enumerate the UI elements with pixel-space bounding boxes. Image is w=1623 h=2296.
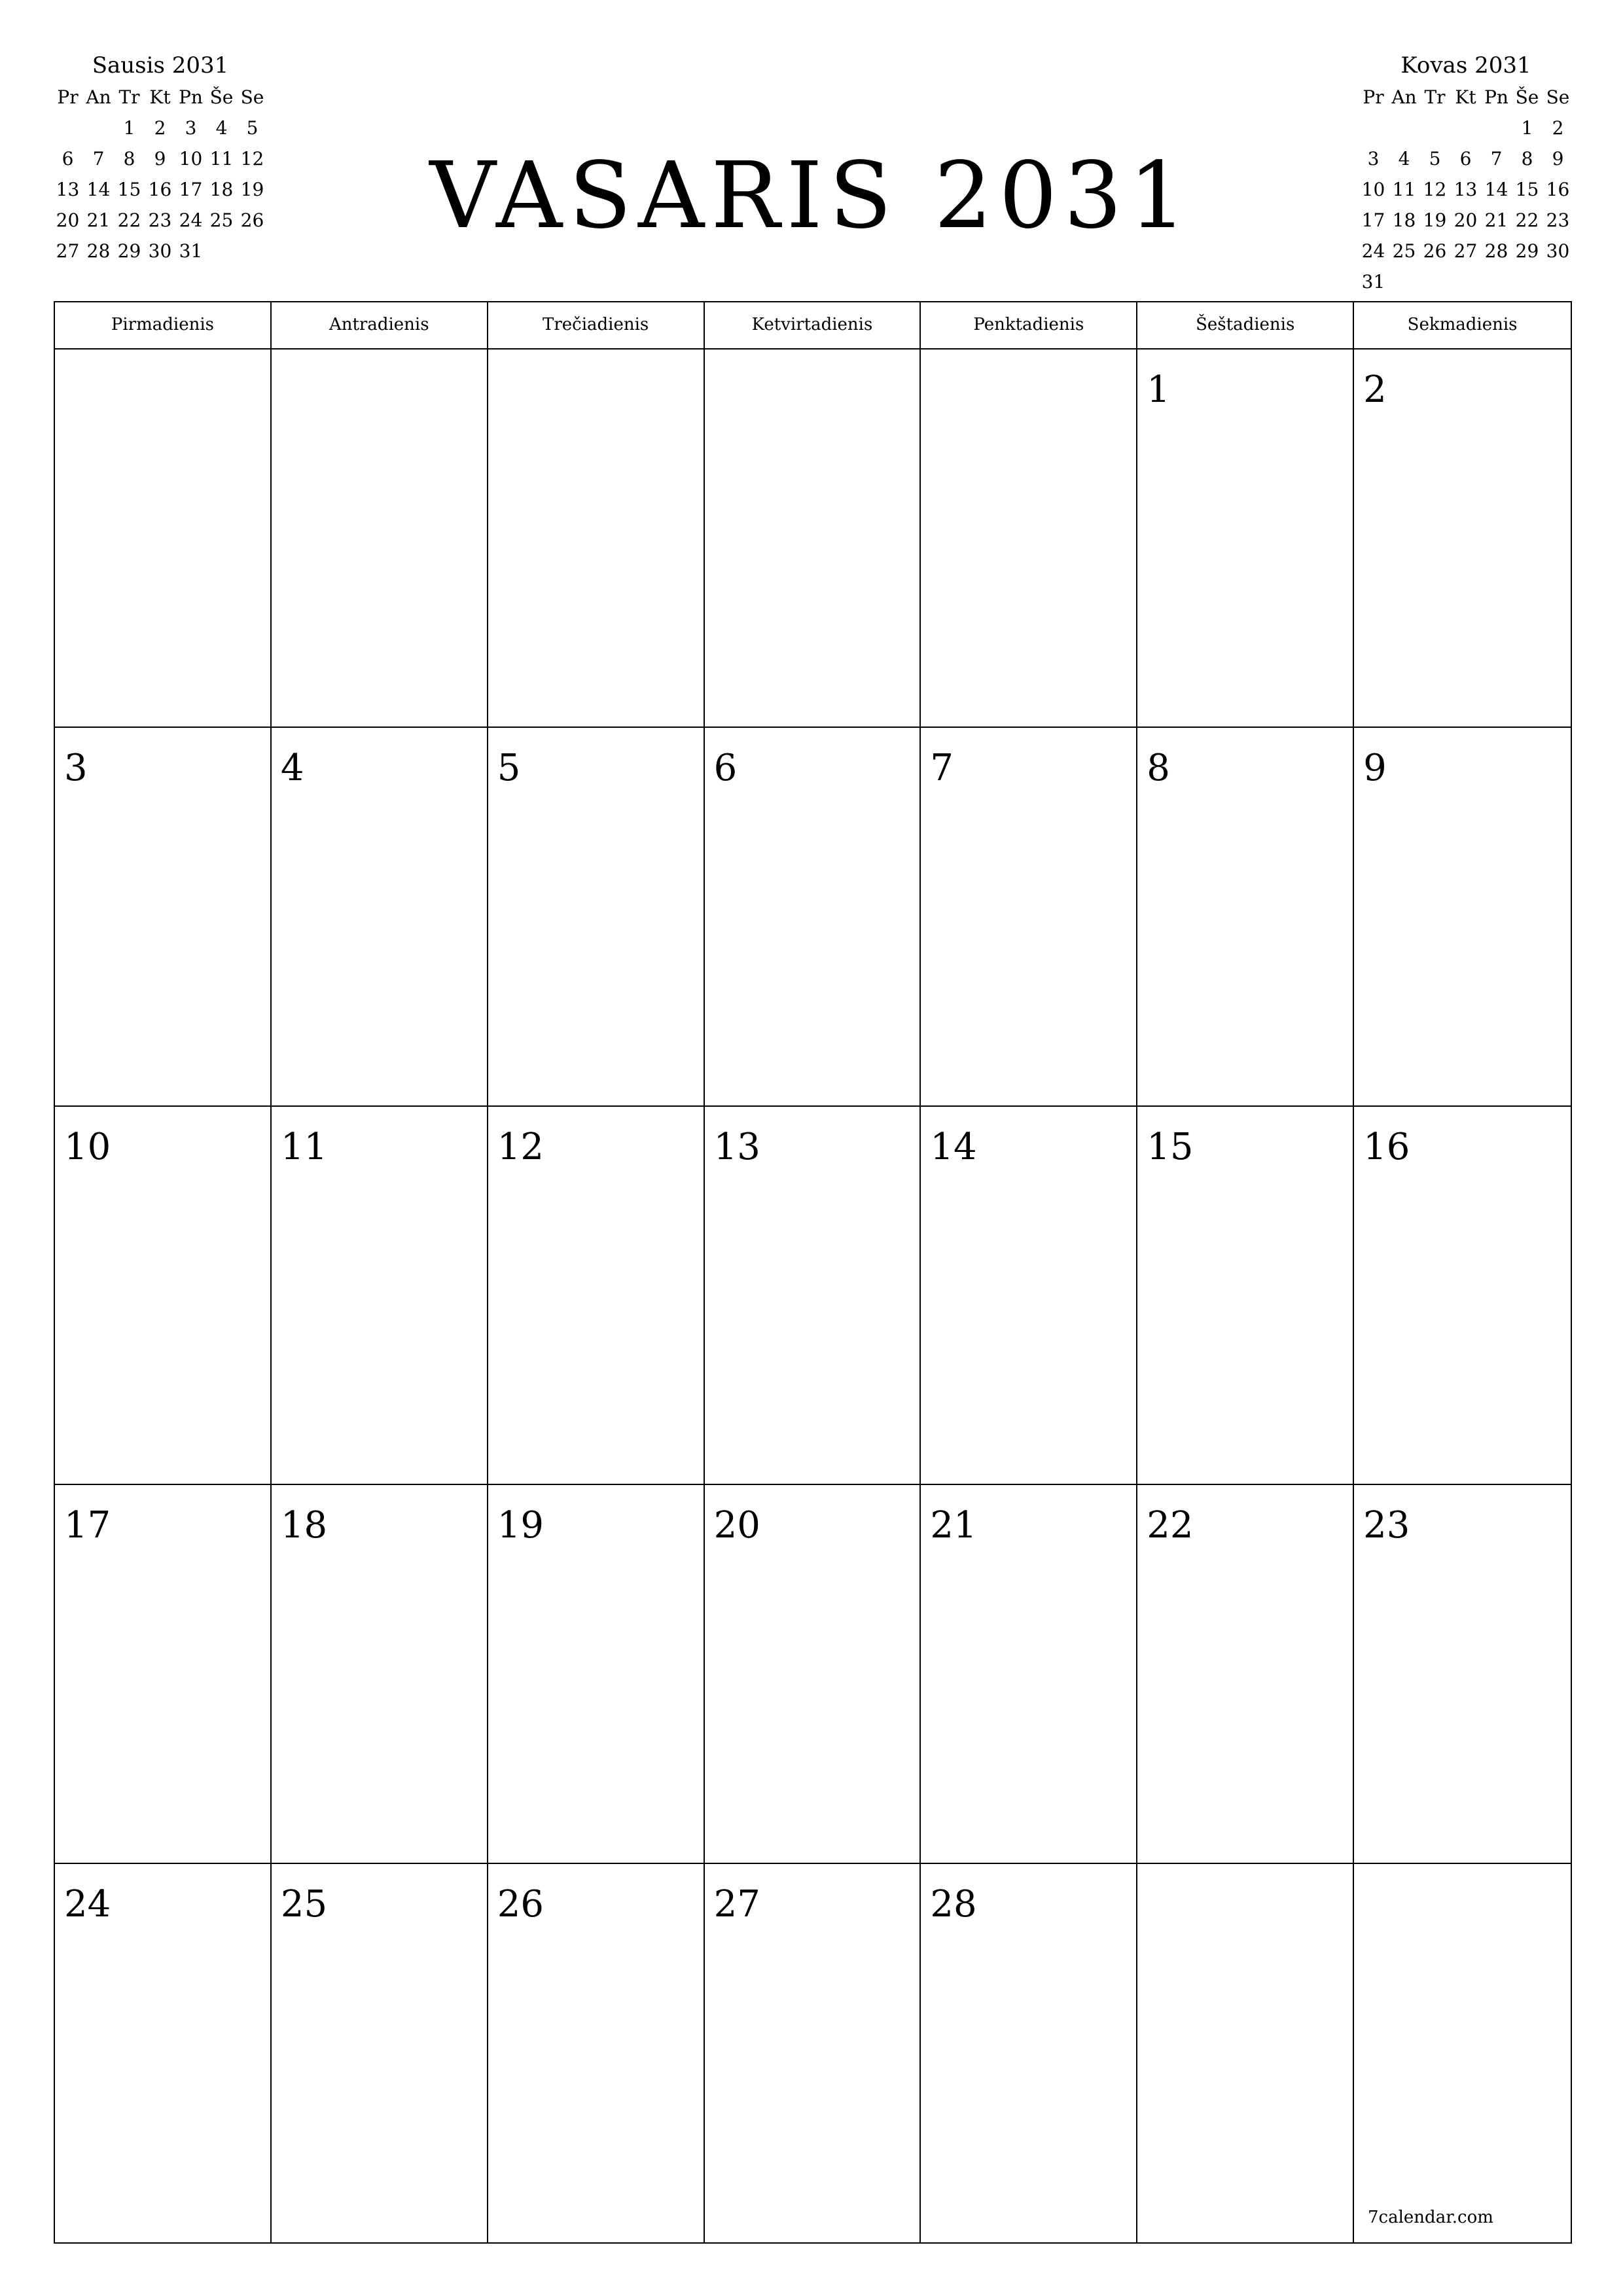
mini-day <box>1543 266 1573 297</box>
day-number: 1 <box>1147 368 1170 411</box>
day-number: 21 <box>930 1504 977 1547</box>
day-number: 2 <box>1363 368 1387 411</box>
mini-day: 30 <box>1546 240 1570 262</box>
day-cell <box>705 728 921 1106</box>
mini-day <box>1481 113 1512 143</box>
weekday-header: Antradienis <box>272 302 488 348</box>
day-cell <box>705 1485 921 1863</box>
mini-day: 29 <box>1515 240 1539 262</box>
mini-day: 19 <box>1423 209 1447 231</box>
mini-day: 22 <box>1515 209 1539 231</box>
day-cell <box>272 1864 488 2242</box>
weekday-header: Šeštadienis <box>1137 302 1354 348</box>
mini-day: 1 <box>123 117 135 139</box>
day-cell <box>1354 1485 1571 1863</box>
day-number: 25 <box>280 1882 328 1926</box>
day-number: 22 <box>1147 1504 1194 1547</box>
mini-day <box>1512 266 1543 297</box>
day-number: 28 <box>930 1882 977 1926</box>
mini-day: 1 <box>1521 117 1533 139</box>
mini-day: 13 <box>56 179 80 200</box>
mini-day <box>52 113 83 143</box>
mini-day: 31 <box>179 240 203 262</box>
mini-weekday: Pr <box>57 86 79 108</box>
day-cell <box>921 1485 1137 1863</box>
footer-credit: 7calendar.com <box>1368 2208 1493 2227</box>
day-number: 13 <box>713 1125 760 1168</box>
mini-day: 18 <box>1392 209 1416 231</box>
mini-weekday: An <box>86 86 111 108</box>
day-number: 24 <box>64 1882 111 1926</box>
day-number: 8 <box>1147 747 1170 790</box>
day-cell <box>272 1485 488 1863</box>
mini-weekday: Se <box>1546 86 1570 108</box>
day-cell <box>55 350 272 728</box>
day-number: 20 <box>713 1504 760 1547</box>
day-number: 10 <box>64 1125 111 1168</box>
day-cell <box>921 1107 1137 1485</box>
day-cell <box>1137 1485 1354 1863</box>
mini-day: 28 <box>86 240 111 262</box>
mini-day: 29 <box>117 240 141 262</box>
mini-day <box>1419 113 1450 143</box>
weekday-header: Sekmadienis <box>1407 315 1518 334</box>
day-number: 19 <box>497 1504 544 1547</box>
mini-day: 9 <box>1552 148 1564 170</box>
mini-day: 5 <box>1429 148 1441 170</box>
mini-day: 19 <box>240 179 264 200</box>
mini-day: 3 <box>185 117 197 139</box>
day-number: 12 <box>497 1125 544 1168</box>
mini-day: 24 <box>1361 240 1385 262</box>
day-cell <box>1354 1107 1571 1485</box>
mini-day: 16 <box>148 179 172 200</box>
mini-day: 21 <box>86 209 111 231</box>
day-cell <box>55 728 272 1106</box>
mini-calendar-grid <box>52 82 268 266</box>
day-cell <box>705 1864 921 2242</box>
mini-day <box>1450 266 1481 297</box>
mini-weekday: Tr <box>118 86 140 108</box>
mini-day: 11 <box>209 148 234 170</box>
day-cell <box>488 350 705 728</box>
mini-day <box>206 236 237 266</box>
mini-weekday: Tr <box>1424 86 1446 108</box>
mini-day: 12 <box>240 148 264 170</box>
weekday-header: Penktadienis <box>921 302 1137 348</box>
weekday-header: Ketvirtadienis <box>705 302 921 348</box>
mini-day: 7 <box>92 148 105 170</box>
day-cell <box>705 1107 921 1485</box>
day-number: 23 <box>1363 1504 1410 1547</box>
day-number: 27 <box>713 1882 760 1926</box>
mini-day: 5 <box>246 117 259 139</box>
mini-day: 17 <box>179 179 203 200</box>
mini-calendar-previous-month <box>52 49 268 266</box>
day-cell <box>1137 728 1354 1106</box>
mini-calendar-title: Sausis 2031 <box>92 52 229 79</box>
mini-calendar-title: Kovas 2031 <box>1400 52 1531 79</box>
day-cell <box>272 728 488 1106</box>
month-calendar-grid <box>54 301 1572 2244</box>
mini-day: 31 <box>1361 271 1385 293</box>
day-cell <box>488 1864 705 2242</box>
day-cell <box>1137 1107 1354 1485</box>
weekday-header: Trečiadienis <box>488 302 705 348</box>
mini-day: 7 <box>1490 148 1503 170</box>
mini-calendar-next-month <box>1358 49 1574 297</box>
day-cell <box>1354 350 1571 728</box>
mini-day <box>237 236 268 266</box>
mini-day: 20 <box>56 209 80 231</box>
day-number: 14 <box>930 1125 977 1168</box>
mini-weekday: Kt <box>1455 86 1476 108</box>
mini-day <box>1450 113 1481 143</box>
mini-day: 10 <box>1361 179 1385 200</box>
mini-weekday: Kt <box>149 86 171 108</box>
mini-weekday: Pn <box>179 86 203 108</box>
mini-day: 9 <box>154 148 166 170</box>
mini-day <box>1358 113 1389 143</box>
mini-day: 14 <box>1484 179 1508 200</box>
day-cell <box>705 350 921 728</box>
day-number: 11 <box>280 1125 328 1168</box>
mini-day <box>1389 266 1419 297</box>
day-number: 26 <box>497 1882 544 1926</box>
mini-day: 22 <box>117 209 141 231</box>
mini-day: 28 <box>1484 240 1508 262</box>
day-cell <box>272 350 488 728</box>
mini-day: 4 <box>215 117 228 139</box>
mini-day: 10 <box>179 148 203 170</box>
mini-day: 2 <box>154 117 166 139</box>
mini-day: 30 <box>148 240 172 262</box>
day-cell <box>488 1485 705 1863</box>
day-cell <box>55 1864 272 2242</box>
mini-weekday: Še <box>1515 86 1539 108</box>
mini-day: 6 <box>62 148 74 170</box>
day-cell <box>921 1864 1137 2242</box>
mini-day <box>1419 266 1450 297</box>
day-cell <box>1354 1864 1571 2242</box>
day-number: 18 <box>280 1504 328 1547</box>
weekday-header-row <box>55 302 1571 350</box>
mini-day: 25 <box>209 209 234 231</box>
day-cell <box>488 728 705 1106</box>
day-number: 17 <box>64 1504 111 1547</box>
weeks-grid <box>55 350 1571 2242</box>
mini-day: 16 <box>1546 179 1570 200</box>
day-number: 15 <box>1147 1125 1194 1168</box>
day-cell <box>1137 1864 1354 2242</box>
mini-day: 13 <box>1454 179 1478 200</box>
mini-day: 11 <box>1392 179 1416 200</box>
mini-day: 24 <box>179 209 203 231</box>
mini-day: 12 <box>1423 179 1447 200</box>
mini-weekday: Pr <box>1363 86 1384 108</box>
mini-day: 15 <box>1515 179 1539 200</box>
day-number: 7 <box>930 747 954 790</box>
day-cell <box>272 1107 488 1485</box>
weekday-header: Pirmadienis <box>55 302 272 348</box>
day-cell <box>1137 350 1354 728</box>
mini-day: 23 <box>1546 209 1570 231</box>
mini-day: 23 <box>148 209 172 231</box>
mini-day: 25 <box>1392 240 1416 262</box>
mini-day: 20 <box>1454 209 1478 231</box>
mini-weekday: An <box>1391 86 1417 108</box>
mini-day: 8 <box>123 148 135 170</box>
day-number: 16 <box>1363 1125 1410 1168</box>
day-cell <box>55 1485 272 1863</box>
mini-calendar-grid <box>1358 82 1574 297</box>
mini-day: 27 <box>1454 240 1478 262</box>
mini-day <box>83 113 114 143</box>
day-number: 6 <box>713 747 738 790</box>
mini-weekday: Še <box>209 86 234 108</box>
mini-day: 8 <box>1521 148 1533 170</box>
mini-weekday: Pn <box>1484 86 1508 108</box>
mini-weekday: Se <box>240 86 264 108</box>
day-cell <box>55 1107 272 1485</box>
mini-day: 26 <box>1423 240 1447 262</box>
mini-day: 3 <box>1367 148 1380 170</box>
day-cell <box>921 728 1137 1106</box>
mini-day: 26 <box>240 209 264 231</box>
day-cell <box>921 350 1137 728</box>
day-number: 5 <box>497 747 521 790</box>
mini-day <box>1389 113 1419 143</box>
mini-day: 6 <box>1459 148 1472 170</box>
day-cell <box>488 1107 705 1485</box>
mini-day: 14 <box>86 179 111 200</box>
mini-day: 4 <box>1398 148 1410 170</box>
mini-day: 17 <box>1361 209 1385 231</box>
mini-day: 21 <box>1484 209 1508 231</box>
mini-day <box>1481 266 1512 297</box>
mini-day: 2 <box>1552 117 1564 139</box>
day-number: 4 <box>280 747 304 790</box>
day-cell <box>1354 728 1571 1106</box>
day-number: 9 <box>1363 747 1387 790</box>
day-number: 3 <box>64 747 88 790</box>
mini-day: 15 <box>117 179 141 200</box>
mini-day: 27 <box>56 240 80 262</box>
mini-day: 18 <box>209 179 234 200</box>
page-title: VASARIS 2031 <box>429 143 1194 249</box>
